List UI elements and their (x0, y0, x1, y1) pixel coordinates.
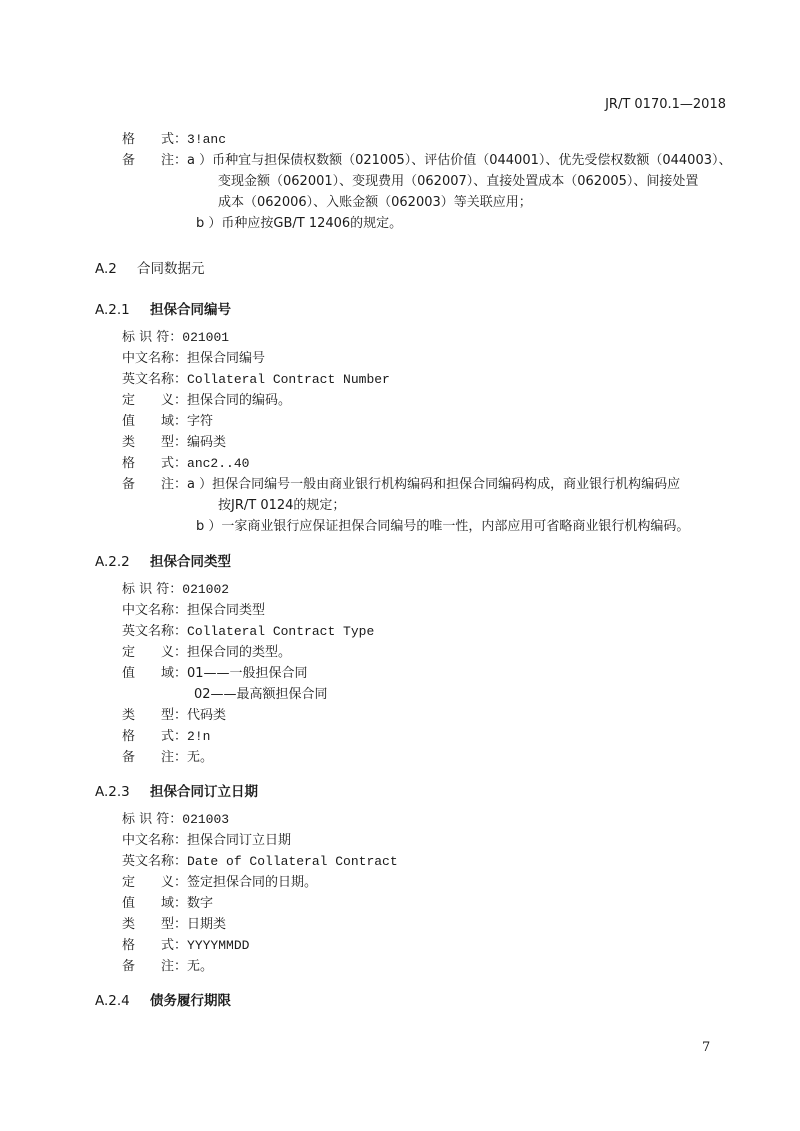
en-name-value: Date of Collateral Contract (187, 854, 398, 869)
cn-name-label: 中文名称： (122, 351, 188, 366)
type-value: 编码类 (187, 435, 227, 450)
domain-value: 数字 (187, 896, 214, 911)
domain-label: 值 域： (122, 414, 188, 429)
note-a-line-1: a ）担保合同编号一般由商业银行机构编码和担保合同编码构成，商业银行机构编码应 (187, 477, 681, 492)
section-title: 担保合同订立日期 (150, 784, 258, 800)
format-value: 2!n (187, 729, 211, 744)
note-label: 备 注： (122, 750, 188, 765)
en-name-value: Collateral Contract Type (187, 624, 375, 639)
domain-row (122, 664, 308, 684)
format-row (122, 936, 249, 956)
note-a-line-2: 按JR/T 0124的规定； (218, 498, 346, 513)
type-label: 类 型： (122, 917, 188, 932)
note-value: 无。 (187, 959, 214, 974)
en-name-value: Collateral Contract Number (187, 372, 390, 387)
section-heading-a2-2 (95, 550, 231, 570)
note-a-line-3: 成本（062006）、入账金额（062003）等关联应用； (218, 195, 532, 210)
section-heading-a2-4 (95, 989, 231, 1009)
page-number: 7 (702, 1040, 711, 1055)
domain-label: 值 域： (122, 666, 188, 681)
id-row (122, 810, 229, 830)
en-name-label: 英文名称： (122, 372, 188, 387)
format-row (122, 454, 249, 474)
format-row (122, 727, 210, 747)
note-label: 备 注： (122, 477, 188, 492)
domain-row (122, 894, 213, 914)
note-row (122, 748, 213, 768)
type-row (122, 433, 226, 453)
section-title: 合同数据元 (137, 261, 205, 277)
cn-name-row (122, 349, 265, 369)
section-number: A.2 (95, 261, 117, 277)
note-b: b ）一家商业银行应保证担保合同编号的唯一性，内部应用可省略商业银行机构编码。 (196, 519, 690, 534)
definition-label: 定 义： (122, 393, 188, 408)
section-number: A.2.3 (95, 784, 130, 800)
definition-row (122, 643, 291, 663)
note-row (122, 151, 732, 171)
id-label: 标 识 符： (122, 812, 183, 827)
cn-name-row (122, 601, 265, 621)
en-name-label: 英文名称： (122, 624, 188, 639)
format-label: 格 式： (122, 456, 188, 471)
id-value: 021002 (182, 582, 230, 597)
note-label: 备 注： (122, 153, 188, 168)
type-label: 类 型： (122, 435, 188, 450)
en-name-row (122, 852, 398, 872)
id-value: 021001 (182, 330, 230, 345)
note-row (122, 475, 680, 495)
type-row (122, 706, 226, 726)
section-title: 债务履行期限 (150, 993, 231, 1009)
domain-label: 值 域： (122, 896, 188, 911)
format-row (122, 130, 226, 150)
id-label: 标 识 符： (122, 330, 183, 345)
note-value: 无。 (187, 750, 214, 765)
en-name-row (122, 622, 374, 642)
definition-label: 定 义： (122, 645, 188, 660)
domain-value: 字符 (187, 414, 214, 429)
format-label: 格 式： (122, 938, 188, 953)
definition-row (122, 873, 317, 893)
section-heading-a2 (95, 257, 205, 277)
cn-name-label: 中文名称： (122, 603, 188, 618)
type-value: 代码类 (187, 708, 227, 723)
id-label: 标 识 符： (122, 582, 183, 597)
definition-value: 担保合同的编码。 (187, 393, 292, 408)
note-row (122, 957, 213, 977)
en-name-row (122, 370, 390, 390)
definition-label: 定 义： (122, 875, 188, 890)
section-title: 担保合同编号 (150, 302, 231, 318)
type-label: 类 型： (122, 708, 188, 723)
id-row (122, 328, 229, 348)
type-row (122, 915, 226, 935)
cn-name-value: 担保合同订立日期 (187, 833, 292, 848)
type-value: 日期类 (187, 917, 227, 932)
cn-name-value: 担保合同编号 (187, 351, 266, 366)
format-label: 格 式： (122, 132, 188, 147)
document-code-header: JR/T 0170.1—2018 (605, 97, 726, 112)
section-number: A.2.4 (95, 993, 130, 1009)
note-b: b ）币种应按GB/T 12406的规定。 (196, 216, 403, 231)
id-value: 021003 (182, 812, 230, 827)
format-label: 格 式： (122, 729, 188, 744)
id-row (122, 580, 229, 600)
en-name-label: 英文名称： (122, 854, 188, 869)
domain-value: 01——一般担保合同 (187, 666, 308, 681)
section-heading-a2-1 (95, 298, 231, 318)
section-number: A.2.1 (95, 302, 130, 318)
format-value: anc2..40 (187, 456, 250, 471)
cn-name-value: 担保合同类型 (187, 603, 266, 618)
definition-row (122, 391, 291, 411)
domain-row (122, 412, 213, 432)
section-heading-a2-3 (95, 780, 258, 800)
definition-value: 签定担保合同的日期。 (187, 875, 318, 890)
domain-value-2: 02——最高额担保合同 (194, 687, 328, 702)
definition-value: 担保合同的类型。 (187, 645, 292, 660)
note-a-line-1: a ）币种宜与担保债权数额（021005）、评估价值（044001）、优先受偿权数额（044003）、 (187, 153, 732, 168)
format-value: YYYYMMDD (187, 938, 250, 953)
cn-name-label: 中文名称： (122, 833, 188, 848)
section-number: A.2.2 (95, 554, 130, 570)
note-a-line-2: 变现金额（062001）、变现费用（062007）、直接处置成本（062005）、间接处置 (218, 174, 699, 189)
note-label: 备 注： (122, 959, 188, 974)
cn-name-row (122, 831, 291, 851)
format-value: 3!anc (187, 132, 227, 147)
section-title: 担保合同类型 (150, 554, 231, 570)
